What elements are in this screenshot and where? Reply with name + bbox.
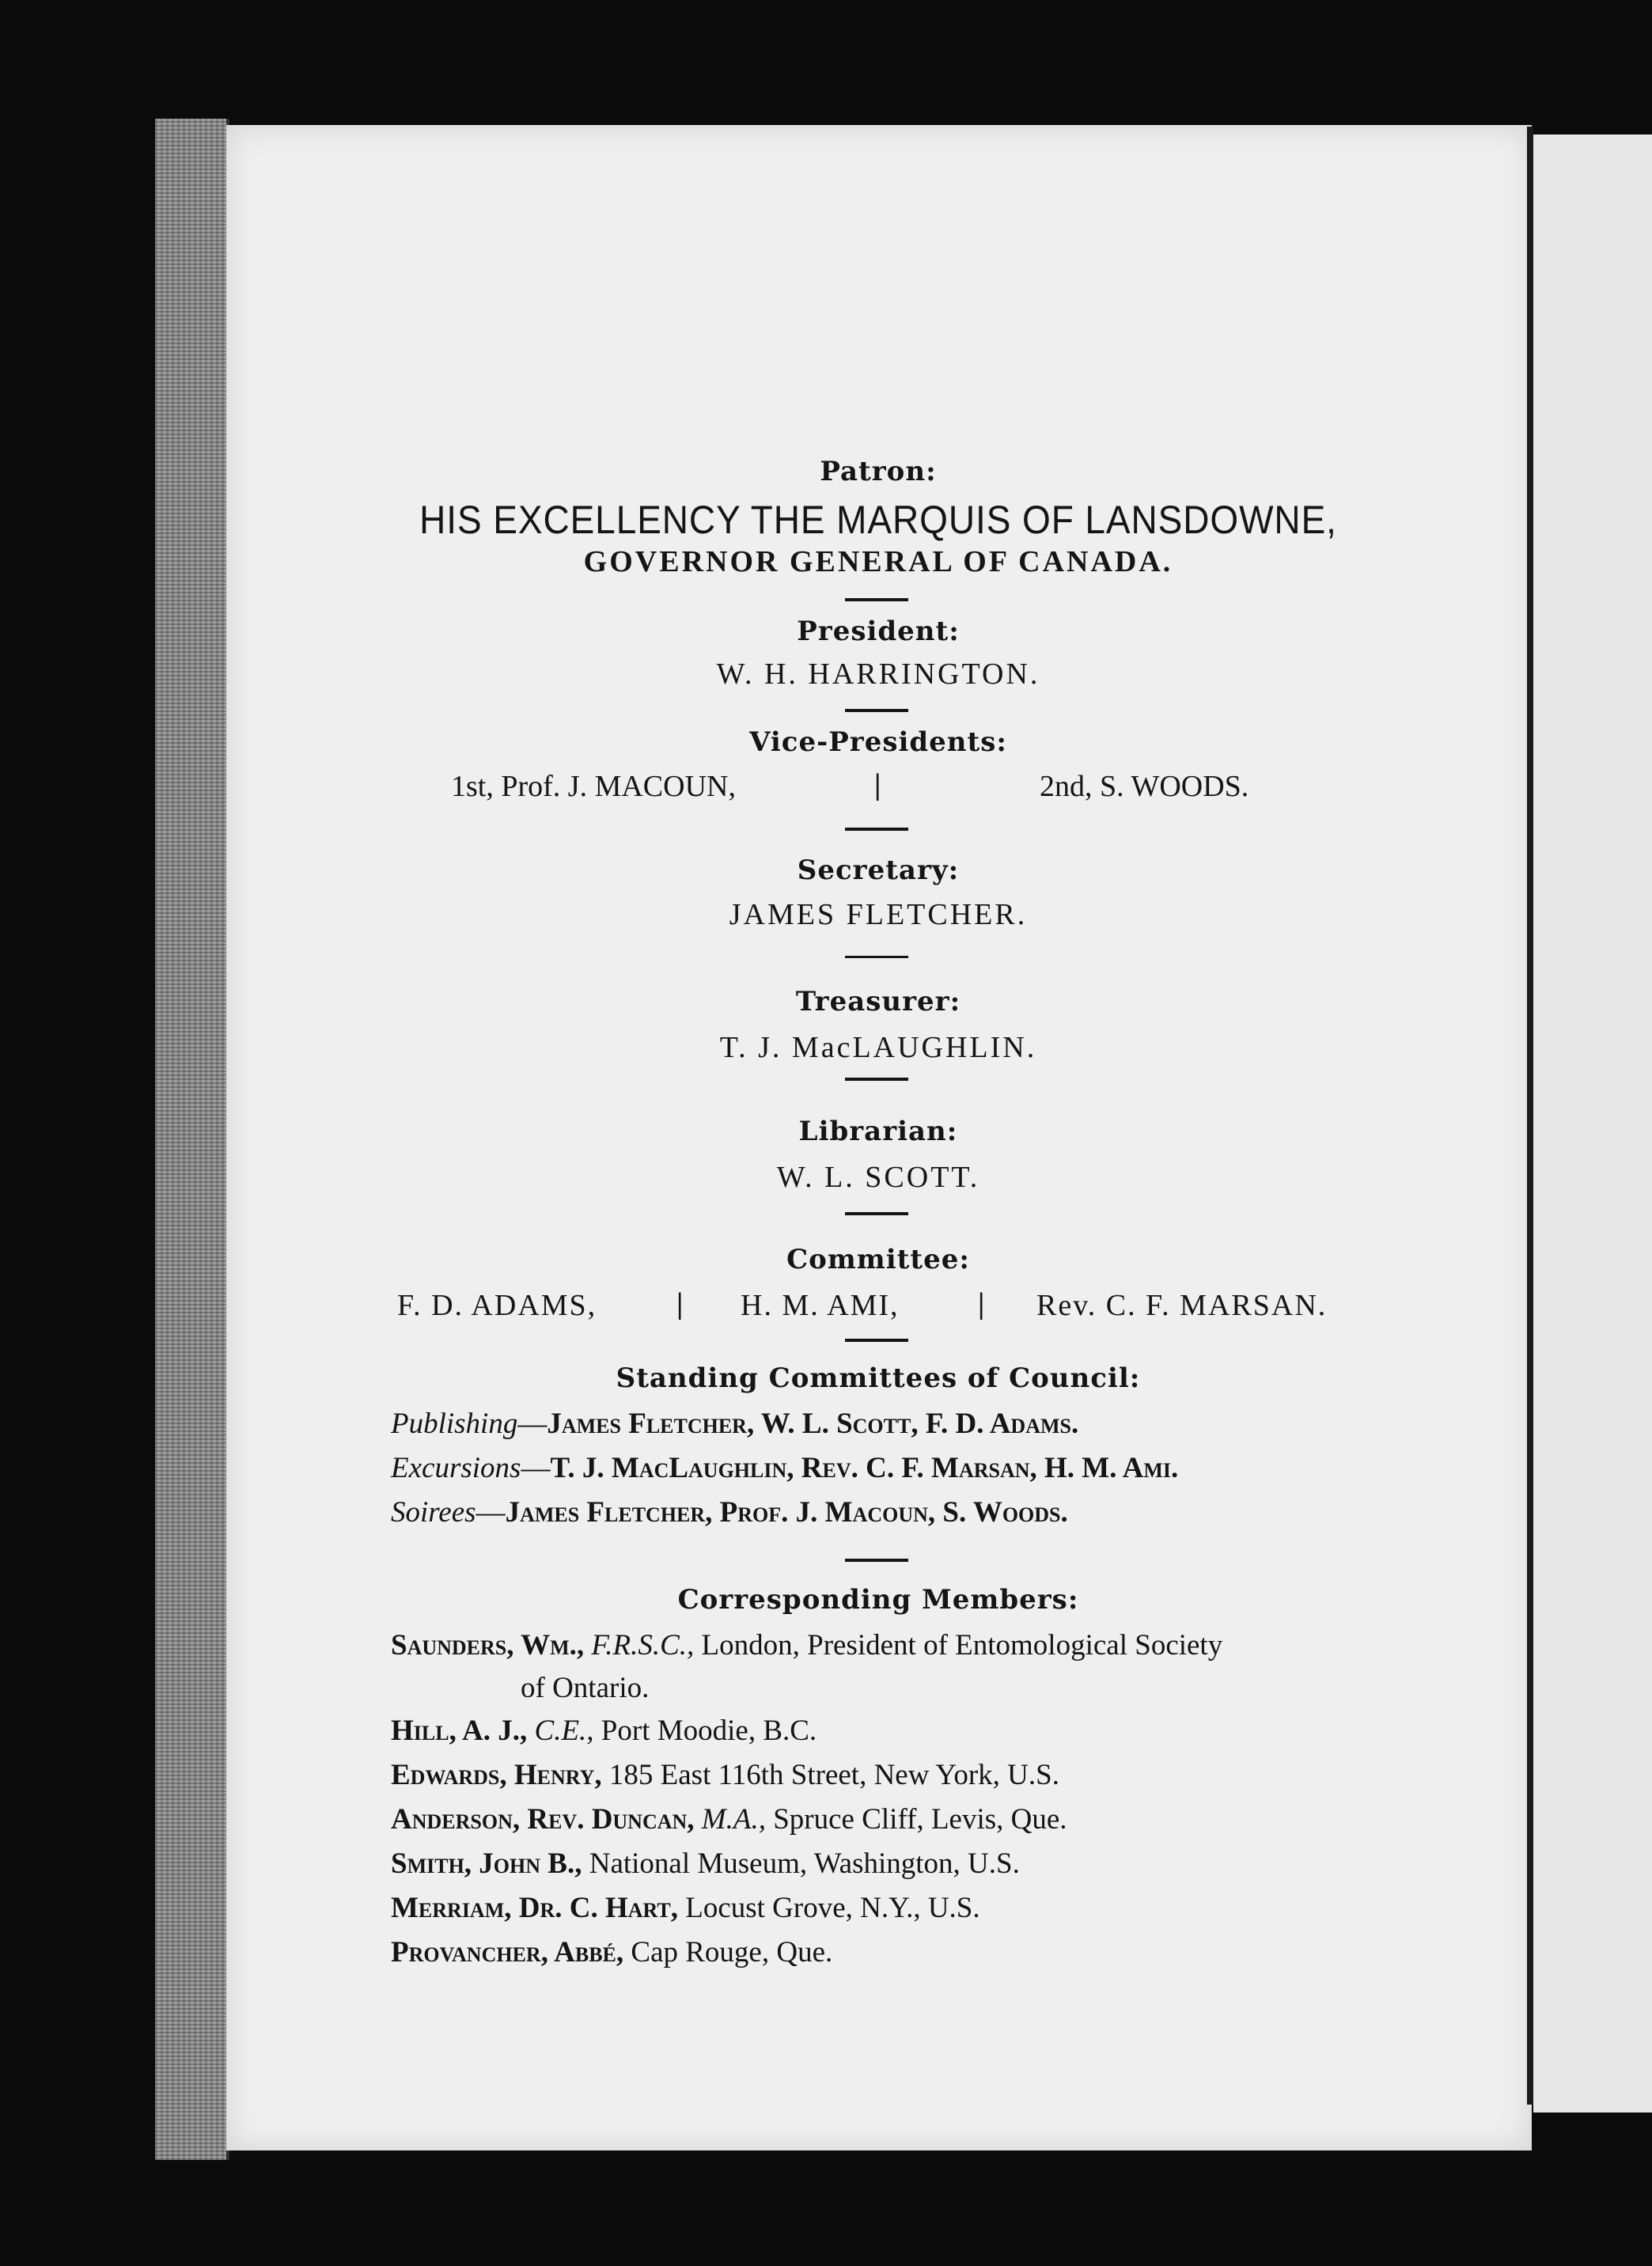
committee-label: Publishing bbox=[391, 1408, 518, 1440]
secretary-name: JAMES FLETCHER. bbox=[729, 898, 1028, 931]
divider bbox=[845, 709, 908, 712]
committee-member: Rev. C. F. MARSAN. bbox=[1036, 1289, 1328, 1322]
committee-members: T. J. MacLaughlin, Rev. C. F. Marsan, H. M. Ami. bbox=[550, 1452, 1179, 1484]
member-address: Cap Rouge, Que. bbox=[631, 1936, 833, 1969]
divider bbox=[845, 1339, 908, 1342]
committee-label: Excursions bbox=[391, 1452, 521, 1484]
member-name: Saunders, Wm., bbox=[391, 1629, 585, 1662]
vice-president-separator: | bbox=[874, 768, 881, 801]
member-entry-continuation bbox=[521, 1671, 649, 1705]
member-entry bbox=[391, 1802, 1067, 1836]
member-address: Port Moodie, B.C. bbox=[601, 1715, 817, 1747]
member-address: London, President of Entomological Society bbox=[701, 1629, 1223, 1662]
standing-committee-row bbox=[391, 1451, 1178, 1485]
standing-committee-row bbox=[391, 1407, 1078, 1441]
divider bbox=[845, 1212, 908, 1215]
divider bbox=[845, 956, 908, 958]
librarian-name: W. L. SCOTT. bbox=[776, 1161, 980, 1194]
member-name: Smith, John B., bbox=[391, 1847, 582, 1880]
divider bbox=[845, 1078, 908, 1081]
dash: — bbox=[476, 1496, 506, 1529]
member-name: Edwards, Henry, bbox=[391, 1759, 602, 1791]
president-heading: President: bbox=[797, 616, 960, 647]
member-qualification: M.A., bbox=[701, 1803, 766, 1836]
librarian-heading: Librarian: bbox=[798, 1116, 958, 1147]
member-qualification: F.R.S.C., bbox=[591, 1629, 695, 1662]
patron-heading: Patron: bbox=[820, 456, 937, 487]
corresponding-members-heading: Corresponding Members: bbox=[677, 1584, 1079, 1616]
committee-members: James Fletcher, W. L. Scott, F. D. Adams. bbox=[547, 1408, 1079, 1440]
member-address: Spruce Cliff, Levis, Que. bbox=[773, 1803, 1067, 1836]
member-entry bbox=[391, 1891, 980, 1925]
second-vice-president: 2nd, S. WOODS. bbox=[1040, 770, 1249, 803]
member-address: Locust Grove, N.Y., U.S. bbox=[685, 1892, 980, 1924]
vice-presidents-heading: Vice-Presidents: bbox=[749, 726, 1007, 758]
committee-label: Soirees bbox=[391, 1496, 476, 1529]
member-entry bbox=[391, 1714, 817, 1748]
committee-separator: | bbox=[978, 1287, 985, 1321]
secretary-heading: Secretary: bbox=[797, 854, 960, 886]
member-entry bbox=[391, 1758, 1059, 1792]
committee-members: James Fletcher, Prof. J. Macoun, S. Woods. bbox=[505, 1496, 1068, 1529]
committee-separator: | bbox=[676, 1287, 684, 1321]
member-address: 185 East 116th Street, New York, U.S. bbox=[608, 1759, 1059, 1791]
member-address: National Museum, Washington, U.S. bbox=[589, 1847, 1020, 1880]
divider bbox=[845, 598, 908, 601]
treasurer-name: T. J. MacLAUGHLIN. bbox=[719, 1031, 1037, 1064]
member-name: Merriam, Dr. C. Hart, bbox=[391, 1892, 678, 1924]
member-address: of Ontario. bbox=[521, 1672, 650, 1704]
member-name: Hill, A. J., bbox=[391, 1715, 528, 1747]
member-qualification: C.E., bbox=[534, 1715, 594, 1747]
member-entry bbox=[391, 1847, 1020, 1881]
patron-name: HIS EXCELLENCY THE MARQUIS OF LANSDOWNE, bbox=[419, 498, 1337, 542]
standing-committees-heading: Standing Committees of Council: bbox=[616, 1362, 1141, 1394]
first-vice-president: 1st, Prof. J. MACOUN, bbox=[451, 770, 736, 803]
member-name: Anderson, Rev. Duncan, bbox=[391, 1803, 695, 1836]
divider bbox=[845, 828, 908, 831]
standing-committee-row bbox=[391, 1495, 1068, 1529]
committee-member: H. M. AMI, bbox=[741, 1289, 900, 1322]
member-entry bbox=[391, 1935, 832, 1969]
committee-heading: Committee: bbox=[786, 1244, 970, 1275]
member-entry bbox=[391, 1628, 1222, 1662]
patron-title: GOVERNOR GENERAL OF CANADA. bbox=[583, 545, 1173, 578]
dash: — bbox=[521, 1452, 551, 1484]
member-name: Provancher, Abbé, bbox=[391, 1936, 624, 1969]
treasurer-heading: Treasurer: bbox=[795, 986, 961, 1017]
dash: — bbox=[517, 1408, 548, 1440]
president-name: W. H. HARRINGTON. bbox=[716, 657, 1040, 691]
divider bbox=[845, 1559, 908, 1562]
committee-member: F. D. ADAMS, bbox=[397, 1289, 597, 1322]
